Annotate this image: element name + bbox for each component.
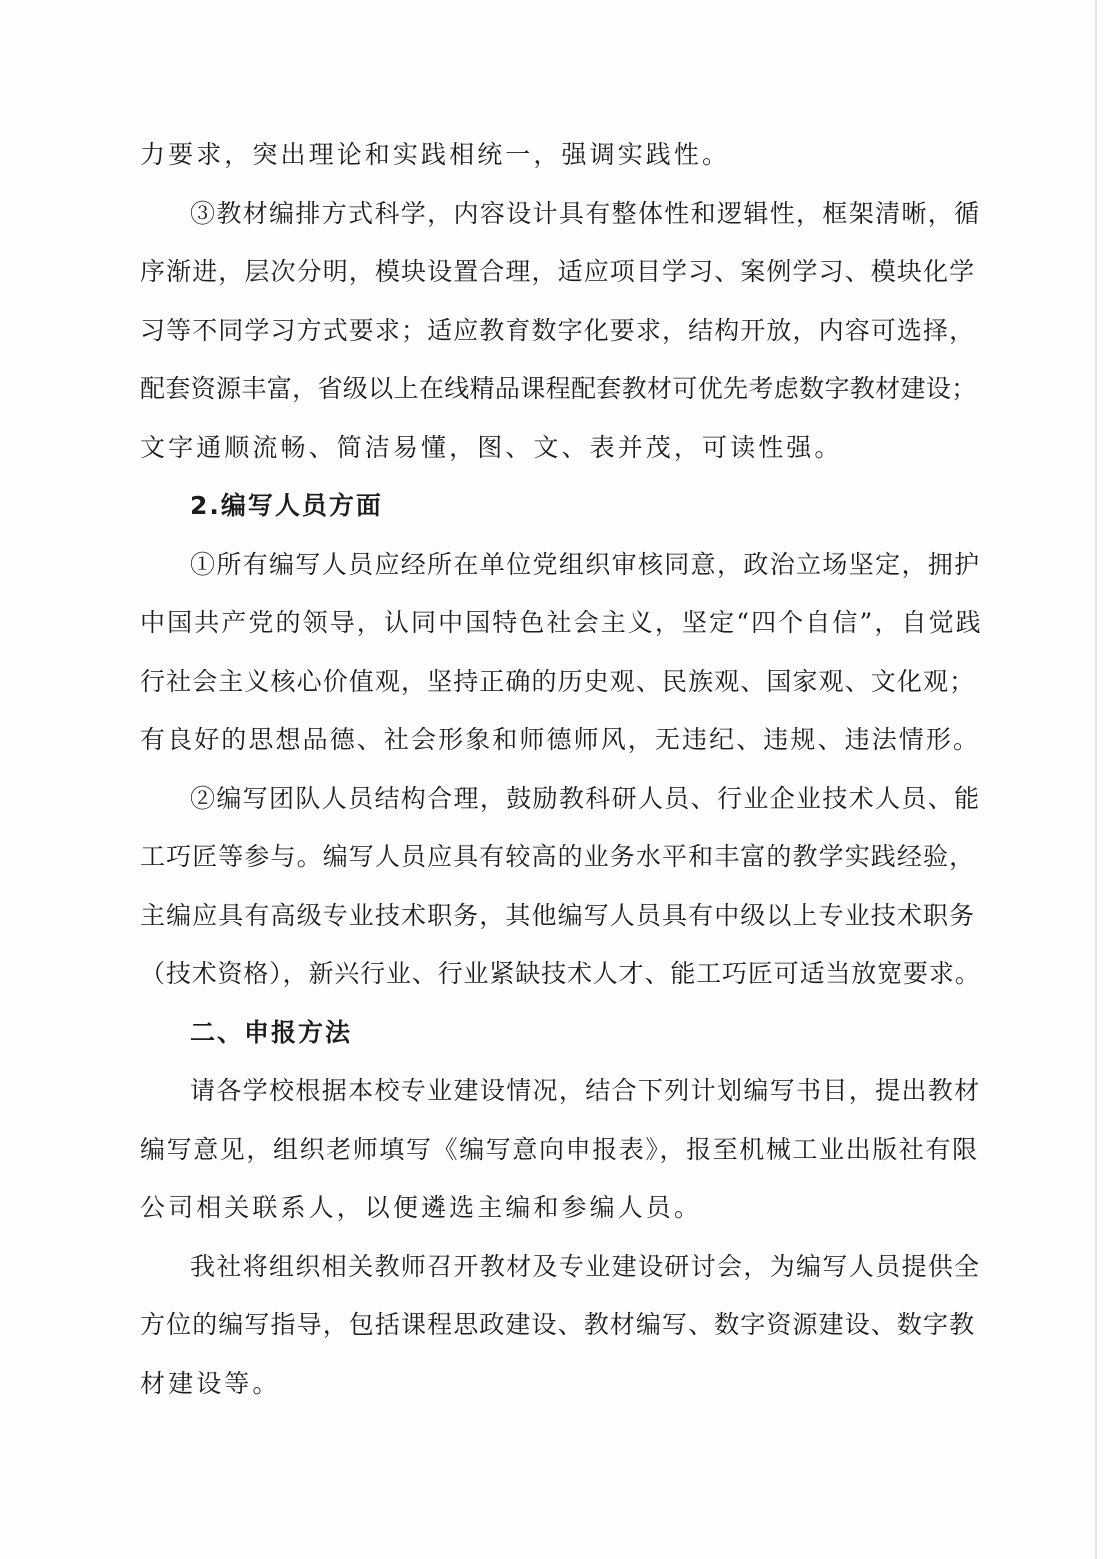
paragraph-line: 习等不同学习方式要求；适应教育数字化要求，结构开放，内容可选择， bbox=[140, 316, 976, 345]
paragraph-line: 我社将组织相关教师召开教材及专业建设研讨会，为编写人员提供全 bbox=[190, 1252, 981, 1281]
scan-edge-line bbox=[1095, 0, 1097, 1559]
paragraph-line: 方位的编写指导，包括课程思政建设、教材编写、数字资源建设、数字教 bbox=[140, 1310, 976, 1339]
paragraph-line: 中国共产党的领导，认同中国特色社会主义，坚定“四个自信”，自觉践 bbox=[140, 608, 983, 637]
paragraph-line: ①所有编写人员应经所在单位党组织审核同意，政治立场坚定，拥护 bbox=[190, 550, 981, 579]
paragraph-line: 材建设等。 bbox=[140, 1369, 281, 1398]
paragraph-line: 力要求，突出理论和实践相统一，强调实践性。 bbox=[140, 140, 731, 169]
paragraph-line: ②编写团队人员结构合理，鼓励教科研人员、行业企业技术人员、能 bbox=[190, 784, 981, 813]
paragraph-line: 公司相关联系人，以便遴选主编和参编人员。 bbox=[140, 1193, 703, 1222]
paragraph-line: （技术资格），新兴行业、行业紧缺技术人才、能工巧匠可适当放宽要求。 bbox=[140, 959, 981, 988]
paragraph-line: 工巧匠等参与。编写人员应具有较高的业务水平和丰富的教学实践经验， bbox=[140, 842, 976, 871]
paragraph-line: 主编应具有高级专业技术职务，其他编写人员具有中级以上专业技术职务 bbox=[140, 901, 976, 930]
section-heading: 二、申报方法 bbox=[190, 1018, 353, 1047]
paragraph-line: 文字通顺流畅、简洁易懂，图、文、表并茂，可读性强。 bbox=[140, 433, 843, 462]
paragraph-line: 编写意见，组织老师填写《编写意向申报表》，报至机械工业出版社有限 bbox=[140, 1135, 979, 1164]
paragraph-line: 请各学校根据本校专业建设情况，结合下列计划编写书目，提出教材 bbox=[190, 1076, 981, 1105]
paragraph-line: 配套资源丰富，省级以上在线精品课程配套教材可优先考虑数字教材建设； bbox=[140, 374, 977, 403]
paragraph-line: 有良好的思想品德、社会形象和师德师风，无违纪、违规、违法情形。 bbox=[140, 725, 981, 754]
paragraph-line: ③教材编排方式科学，内容设计具有整体性和逻辑性，框架清晰，循 bbox=[190, 199, 981, 228]
paragraph-line: 行社会主义核心价值观，坚持正确的历史观、民族观、国家观、文化观； bbox=[140, 667, 976, 696]
paragraph-line: 序渐进，层次分明，模块设置合理，适应项目学习、案例学习、模块化学 bbox=[140, 257, 976, 286]
section-heading: 2.编写人员方面 bbox=[190, 491, 383, 520]
